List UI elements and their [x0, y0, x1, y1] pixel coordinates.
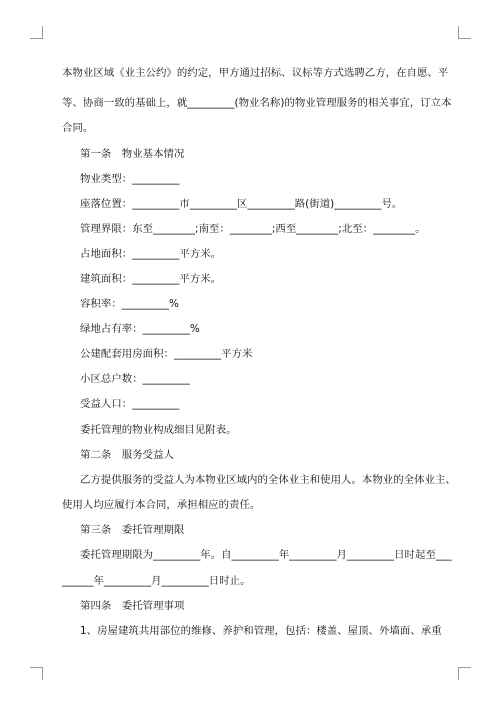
paragraph-line: 合同。 [62, 122, 94, 134]
paragraph-line: 占地面积：_________平方米。 [80, 248, 222, 260]
article-heading: 第三条 委托管理期限 [80, 524, 185, 536]
paragraph-line: 等、协商一致的基础上，就_________(物业名称)的物业管理服务的相关事宜，订立本 [62, 97, 452, 109]
paragraph-line: 物业类型：_________ [80, 173, 180, 185]
paragraph-line: 小区总户数：_________ [80, 373, 190, 385]
paragraph-line: 绿地占有率：_________% [80, 323, 200, 335]
paragraph-line: 本物业区域《业主公约》的约定，甲方通过招标、议标等方式选聘乙方，在自愿、平 [62, 67, 449, 79]
paragraph-line: 使用人均应履行本合同，承担相应的责任。 [62, 499, 261, 511]
paragraph-line: 容积率：_________% [80, 298, 179, 310]
paragraph-line: 公建配套用房面积：_________平方米 [80, 348, 253, 360]
paragraph-line: 建筑面积：_________平方米。 [80, 273, 222, 285]
paragraph-line: 乙方提供服务的受益人为本物业区域内的全体业主和使用人。本物业的全体业主、 [80, 474, 456, 486]
article-heading: 第四条 委托管理事项 [80, 600, 185, 612]
paragraph-line: 管理界限：东至________;南至：________;西至________;北至：________。 [80, 223, 426, 235]
paragraph-line: ______年_________月_________日时止。 [62, 575, 251, 587]
paragraph-line: 座落位置：_________市_________区_________路(街道)_________号。 [80, 198, 403, 210]
paragraph-line: 受益人口：_________ [80, 398, 180, 410]
article-heading: 第二条 服务受益人 [80, 449, 174, 461]
paragraph-line: 1、房屋建筑共用部位的维修、养护和管理，包括：楼盖、屋顶、外墙面、承重 [80, 625, 442, 637]
paragraph-line: 委托管理期限为_________年。自_________年_________月_________日时起至___ [80, 549, 452, 561]
article-heading: 第一条 物业基本情况 [80, 148, 185, 160]
paragraph-line: 委托管理的物业构成细目见附表。 [80, 424, 237, 436]
